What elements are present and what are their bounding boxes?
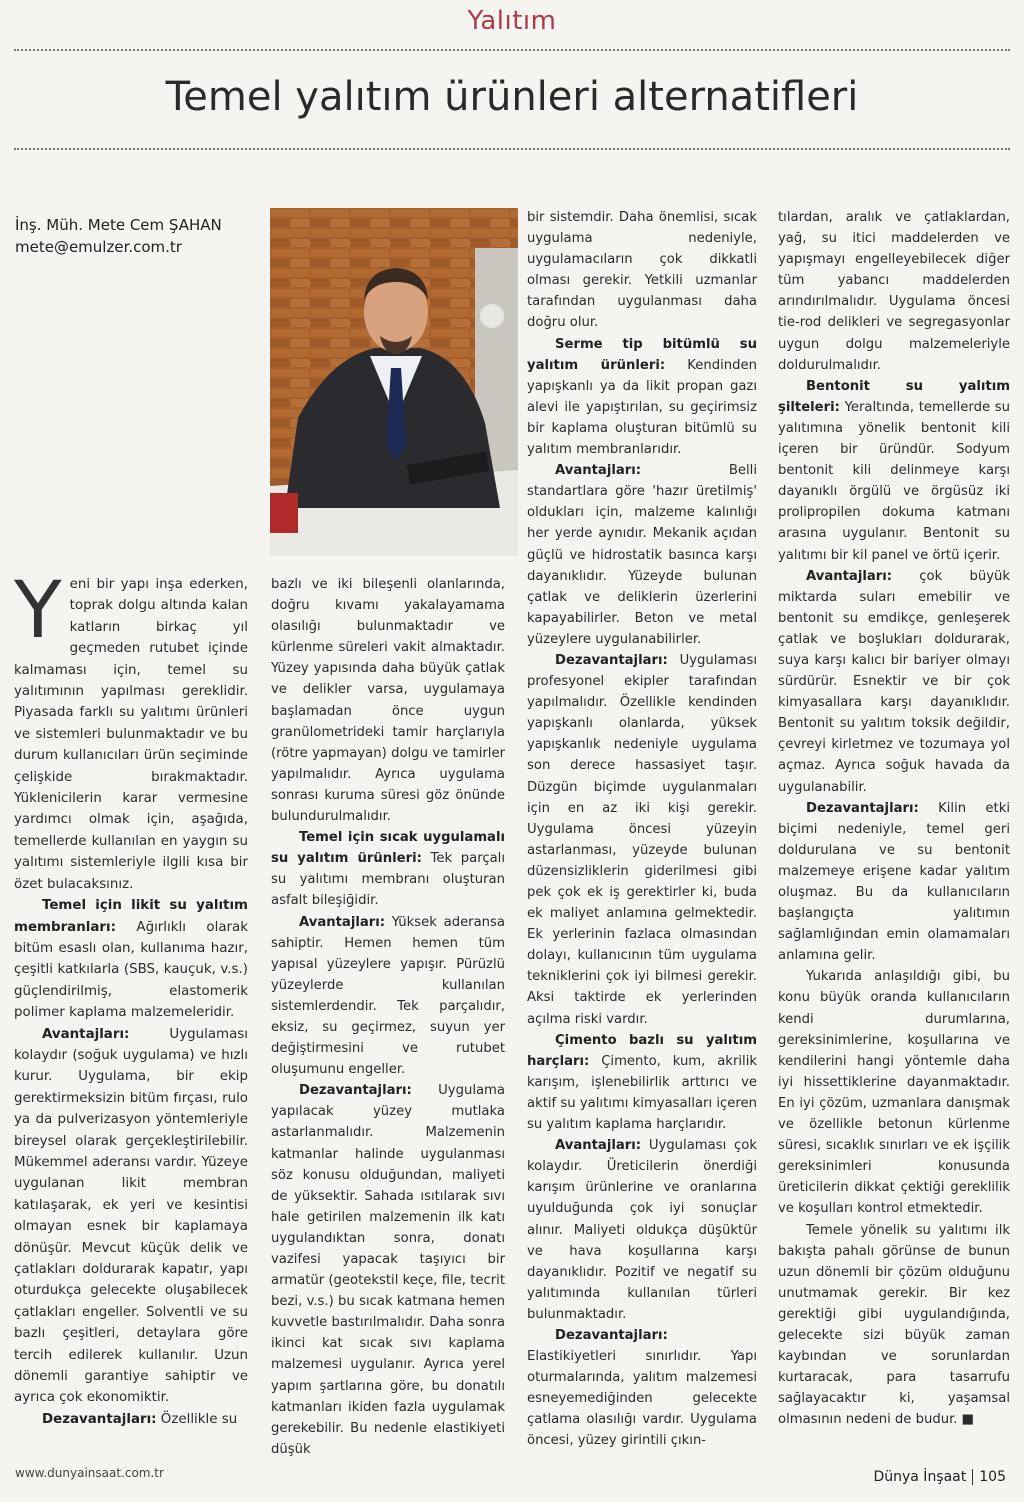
paragraph-text: çok büyük miktarda suları emebilir ve bentonit su emdikçe, genleşerek çatlak ve boşlukları doldurarak, suya karşı kalıcı bir bariyer olmayı sürdürür. Esnektir ve bir çok kimyasallara karşı dayanıklıdır. Bentonit su yalıtım toksik değildir, çevreyi kirletmez ve tozumaya yol açmaz. Ayrıca soğuk havada da uygulanabilir. bbox=[778, 568, 1010, 795]
paragraph-text: Çimento, kum, akrilik karışım, işlenebilirlik arttırıcı ve aktif su yalıtımı kimyasalları içeren su yalıtım kaplama harçlarıdır. bbox=[527, 1053, 757, 1133]
subheading: Dezavantajları: bbox=[299, 1083, 412, 1099]
subheading: Avantajları: bbox=[555, 1138, 642, 1154]
paragraph-text: Ağırlıklı olarak bitüm esaslı olan, kullanıma hazır, çeşitli katkılarla (SBS, kauçuk, v.s.) güçlendirilmiş, elastomerik polimer kaplama malzemeleridir. bbox=[14, 919, 248, 1021]
paragraph-text: eni bir yapı inşa ederken, toprak dolgu altında kalan katların birkaç yıl geçmeden rutubet içinde kalmaması için, temel su yalıtımının yapılması gereklidir. Piyasada farklı su yalıtımı ürünleri ve sistemleri bulunmaktadır ve bu durum kullanıcıları ürün seçiminde çelişkide bırakmaktadır. Yüklenicilerin karar vermesine yardımcı olmak için, aşağıda, temellerde kullanılan en yaygın su yalıtımı sistemleriyle ilgili kısa bir özet bulacaksınız. bbox=[14, 577, 248, 892]
paragraph bbox=[778, 207, 1010, 376]
article-title: Temel yalıtım ürünleri alternatifleri bbox=[165, 74, 859, 120]
paragraph-text: Uygulama yapılacak yüzey mutlaka astarlanmalıdır. Malzemenin katmanlar halinde uygulanması söz konusu olduğundan, maliyeti de yüksektir. Sahada ısıtılarak sıvı hale getirilen malzemenin ilk katı uygulandıktan sonra, donatı vazifesi yapacak taşıyıcı bir armatür (geotekstil keçe, file, tecrit bezi, v.s.) bu sıcak katmana hemen kuvvetle bastırılmalıdır. Daha sonra ikinci kat sıcak sıvı kaplama malzemesi uygulanır. Ayrıca yerel yapım şartlarına göre, bu donatılı katmanları ikiden fazla uygulamak gerekebilir. Bu nedenle elastikiyeti düşük bbox=[271, 1083, 505, 1457]
subheading: Avantajları: bbox=[299, 914, 386, 930]
paragraph bbox=[527, 1030, 757, 1135]
article-column-1 bbox=[14, 566, 248, 1430]
article-column-3 bbox=[527, 207, 757, 1452]
paragraph bbox=[778, 376, 1010, 566]
subheading: Dezavantajları: bbox=[555, 652, 668, 668]
paragraph bbox=[14, 566, 248, 895]
subheading: Dezavantajları: bbox=[42, 1411, 157, 1427]
paragraph-text: tılardan, aralık ve çatlaklardan, yağ, su itici maddelerden ve yapışmayı engelleyebilecek diğer tüm yabancı maddelerden arındırılmalıdır. Uygulama öncesi tie-rod delikleri ve segregasyonlar uygun dolgu malzemeleriyle doldurulmalıdır. bbox=[778, 210, 1010, 373]
paragraph bbox=[14, 895, 248, 1023]
subheading: Bentonit su yalıtım şilteleri: bbox=[778, 378, 1010, 415]
paragraph bbox=[778, 966, 1010, 1219]
footer-website: www.dunyainsaat.com.tr bbox=[15, 1466, 164, 1480]
subheading: Avantajları: bbox=[42, 1026, 130, 1042]
paragraph-text: Uygulaması çok kolaydır. Üreticilerin önerdiği karışım ürünlerine ve oranlarına uyulduğunda çok iyi sonuçlar alınır. Maliyeti oldukça düşüktür ve hava koşullarına karşı dayanıklıdır. Pozitif ve negatif su yalıtımında kullanılan türleri bulunmaktadır. bbox=[527, 1138, 757, 1322]
paragraph-text: Yüksek aderansa sahiptir. Hemen hemen tüm yapısal yüzeylere yapışır. Pürüzlü yüzeylerde kullanılan sistemlerdendir. Tek parçalıdır, eksiz, su geçirmez, suyun yer değiştirmesini ve rutubet oluşumunu engeller. bbox=[271, 914, 505, 1078]
paragraph bbox=[527, 650, 757, 1030]
subheading: Avantajları: bbox=[806, 568, 893, 584]
dropcap-letter: Y bbox=[14, 566, 62, 656]
subheading: Temel için likit su yalıtım membranları: bbox=[14, 898, 248, 935]
subheading: Serme tip bitümlü su yalıtım ürünleri: bbox=[527, 336, 757, 373]
paragraph bbox=[527, 207, 757, 334]
paragraph bbox=[527, 334, 757, 461]
paragraph bbox=[527, 1135, 757, 1325]
paragraph bbox=[778, 566, 1010, 798]
footer-folio bbox=[873, 1469, 1006, 1485]
paragraph-text: Kilin etki biçimi nedeniyle, temel geri doldurulana ve su bentonit malzemeye erişene kadar yalıtım oluşmaz. Bu da kullanıcıların başlangıçta yalıtımın sağlamlığından emin olamamaları anlamına gelir. bbox=[778, 800, 1010, 964]
author-photo bbox=[270, 208, 518, 556]
paragraph-text: Yukarıda anlaşıldığı gibi, bu konu büyük oranda kullanıcıların kendi durumlarına, gereksinimlerine, koşullarına ve kendilerini hangi yöntemle daha iyi hissettiklerine dayanmaktadır. En iyi çözüm, uzmanlara danışmak ve özellikle betonun kürlenme süresi, sıcaklık sınırları ve ek işçilik gereksinimleri konusunda üreticilerin dikkat çektiği gereklilik ve koşulları kontrol etmektedir. bbox=[778, 969, 1010, 1217]
paragraph-text: Uygulaması kolaydır (soğuk uygulama) ve hızlı kurur. Uygulama, bir ekip gerektirmeksizin bitüm fırçası, rulo ya da pulverizasyon yöntemleriyle bireysel olarak gerçekleştirilebilir. Mükemmel aderansı vardır. Yüzeye uygulanan likit membran katılaşarak, ek yeri ve kesintisi olmayan esnek bir kaplamaya dönüşür. Mevcut küçük delik ve çatlakları doldurarak kapatır, yapı oturdukça gelecekte oluşabilecek çatlakları engeller. Solventli ve su bazlı çeşitleri, detaylara göre tercih edilerek kullanılır. Uzun dönemli garantiye sahiptir ve ayrıca çok ekonomiktir. bbox=[14, 1026, 248, 1406]
paragraph-text: bazlı ve iki bileşenli olanlarında, doğru kıvamı yakalayamama olasılığı bulunmaktadır ve kürlenme süreleri vakit almaktadır. Yüzey yapısında daha büyük çatlak ve delikler varsa, uygulamaya başlamadan önce uygun granülometrideki tamir harçlarıyla (rötre yapmayan) dolgu ve tamirler yapılmalıdır. Ayrıca uygulama sonrası kuruma süresi göz önünde bulundurulmalıdır. bbox=[271, 577, 505, 825]
article-column-4 bbox=[778, 207, 1010, 1430]
paragraph-text: Elastikiyetleri sınırlıdır. Yapı oturmalarında, yalıtım malzemesi esneyemediğinden gelecekte çatlama olasılığı vardır. Uygulama öncesi, yüzey girintili çıkın- bbox=[527, 1349, 757, 1449]
section-label: Yalıtım bbox=[467, 6, 557, 36]
paragraph-text: bir sistemdir. Daha önemlisi, sıcak uygulama nedeniyle, uygulamacıların çok dikkatli olması gerekir. Yetkili uzmanlar tarafından uygulanması daha doğru olur. bbox=[527, 210, 757, 331]
paragraph bbox=[778, 798, 1010, 967]
paragraph-text: Özellikle su bbox=[156, 1411, 238, 1427]
paragraph bbox=[271, 912, 505, 1081]
subheading: Dezavantajları: bbox=[555, 1327, 668, 1343]
subheading: Dezavantajları: bbox=[806, 800, 919, 816]
author-byline bbox=[15, 214, 222, 258]
article-column-2 bbox=[271, 574, 505, 1460]
paragraph bbox=[778, 1220, 1010, 1431]
subheading: Çimento bazlı su yalıtım harçları: bbox=[527, 1032, 757, 1069]
page-number: 105 bbox=[972, 1469, 1006, 1485]
paragraph bbox=[271, 574, 505, 827]
title-divider bbox=[14, 148, 1010, 150]
paragraph bbox=[271, 827, 505, 911]
paragraph-text: Temele yönelik su yalıtımı ilk bakışta pahalı görünse de bunun uzun dönemli bir çözüm olduğunu unutmamak gerekir. Bir kez gerektiği gibi uygulandığında, gelecekte sizi büyük zaman kaybından ve sorunlardan kurtaracak, para tasarrufu sağlayacaktır ki, yaşamsal olmasının nedeni de budur. ■ bbox=[778, 1222, 1010, 1428]
paragraph bbox=[527, 460, 757, 650]
author-name: İnş. Müh. Mete Cem ŞAHAN bbox=[15, 216, 222, 234]
paragraph bbox=[14, 1409, 248, 1430]
paragraph bbox=[527, 1325, 757, 1452]
paragraph-text: Belli standartlara göre 'hazır üretilmiş' oldukları için, malzeme kalınlığı her yerde aynıdır. Mekanik açıdan güçlü ve hidrostatik basınca karşı dayanıklıdır. Yüzeyde bulunan çatlak ve deliklerin üzerlerini kapayabilirler. Beton ve metal yüzeylere uygulanabilirler. bbox=[527, 463, 757, 647]
magazine-name: Dünya İnşaat bbox=[873, 1469, 967, 1485]
top-divider bbox=[14, 49, 1010, 51]
paragraph bbox=[271, 1080, 505, 1460]
subheading: Avantajları: bbox=[555, 463, 642, 479]
paragraph-text: Yeraltında, temellerde su yalıtımına yönelik bentonit kili içeren bir üründür. Sodyum bentonit kili delinmeye karşı dayanıklı örgülü ve örgüsüz iki prolipropilen dokuma katmanı arasına uygulanır. Bentonit su yalıtımı bir kil panel ve örtü içerir. bbox=[778, 399, 1010, 563]
subheading: Temel için sıcak uygulamalı su yalıtım ürünleri: bbox=[271, 830, 505, 867]
paragraph-text: Uygulaması profesyonel ekipler tarafından yapılmalıdır. Özellikle kendinden yapışkanlı olanlarda, yüksek yapışkanlık nedeniyle uygulama son derece hassasiyet taşır. Düzgün biçimde uygulanmaları için en az iki kişi gerekir. Uygulama öncesi yüzeyin astarlanması, yüzeyde bulunan düzensizliklerin giderilmesi gibi pek çok ek iş gerektirler ki, buda ek maliyet anlamına gelmektedir. Ek yerlerinin fazlaca olmasından dolayı, kullanıcının tüm uygulama tekniklerini çok iyi bilmesi gerekir. Aksi taktirde ek yerlerinden açılma riski vardır. bbox=[527, 652, 757, 1027]
paragraph-text: Kendinden yapışkanlı ya da likit propan gazı alevi ile yapıştırılan, su geçirimsiz bir kaplama oluşturan bitümlü su yalıtım membranlarıdır. bbox=[527, 357, 758, 458]
author-photo-image bbox=[270, 208, 518, 556]
paragraph bbox=[14, 1024, 248, 1409]
author-email: mete@emulzer.com.tr bbox=[15, 238, 182, 256]
paragraph-text: Tek parçalı su yalıtımı membranı oluşturan asfalt bileşiğidir. bbox=[271, 851, 505, 909]
